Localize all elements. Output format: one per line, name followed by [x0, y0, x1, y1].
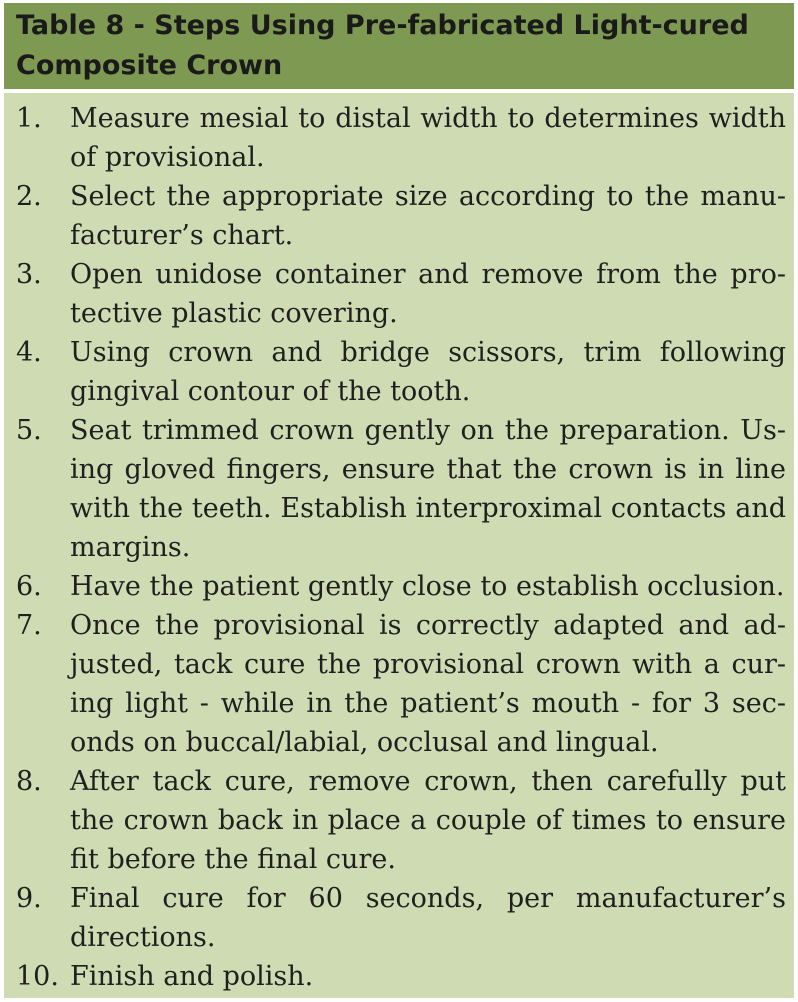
step-text: Using crown and bridge scissors, trim following gingival contour of the tooth. — [70, 337, 786, 407]
step-item — [4, 177, 794, 255]
step-number: 8. — [16, 766, 42, 797]
step-number: 3. — [16, 259, 42, 290]
step-text: Select the appropriate size according to the manufacturer’s chart. — [70, 181, 786, 251]
step-item — [4, 255, 794, 333]
step-number: 1. — [16, 103, 42, 134]
step-text: Seat trimmed crown gently on the preparation. Using gloved fingers, ensure that the crown is in line with the teeth. Establish interproximal contacts and margins. — [70, 415, 786, 563]
step-number: 5. — [16, 415, 42, 446]
step-number: 4. — [16, 337, 42, 368]
step-number: 10. — [16, 961, 59, 992]
step-item — [4, 606, 794, 762]
steps-list — [4, 99, 794, 996]
step-text: Once the provisional is correctly adapted and adjusted, tack cure the provisional crown with a curing light - while in the patient’s mouth - for 3 seconds on buccal/labial, occlusal and lingual. — [70, 610, 786, 758]
step-text: Have the patient gently close to establish occlusion. — [70, 571, 785, 602]
step-item — [4, 99, 794, 177]
table-title: Table 8 - Steps Using Pre-fabricated Light-cured Composite Crown — [4, 3, 794, 89]
step-text: Final cure for 60 seconds, per manufacturer’s directions. — [70, 883, 786, 953]
step-item — [4, 957, 794, 996]
step-item — [4, 411, 794, 567]
header-divider — [4, 89, 794, 93]
step-text: Measure mesial to distal width to determines width of provisional. — [70, 103, 786, 173]
steps-table — [4, 3, 794, 998]
step-text: Finish and polish. — [70, 961, 314, 992]
step-item — [4, 567, 794, 606]
step-text: Open unidose container and remove from the protective plastic covering. — [70, 259, 786, 329]
step-item — [4, 762, 794, 879]
step-text: After tack cure, remove crown, then carefully put the crown back in place a couple of times to ensure fit before the final cure. — [70, 766, 786, 875]
step-number: 9. — [16, 883, 42, 914]
step-number: 6. — [16, 571, 42, 602]
step-item — [4, 333, 794, 411]
step-item — [4, 879, 794, 957]
step-number: 2. — [16, 181, 42, 212]
step-number: 7. — [16, 610, 42, 641]
